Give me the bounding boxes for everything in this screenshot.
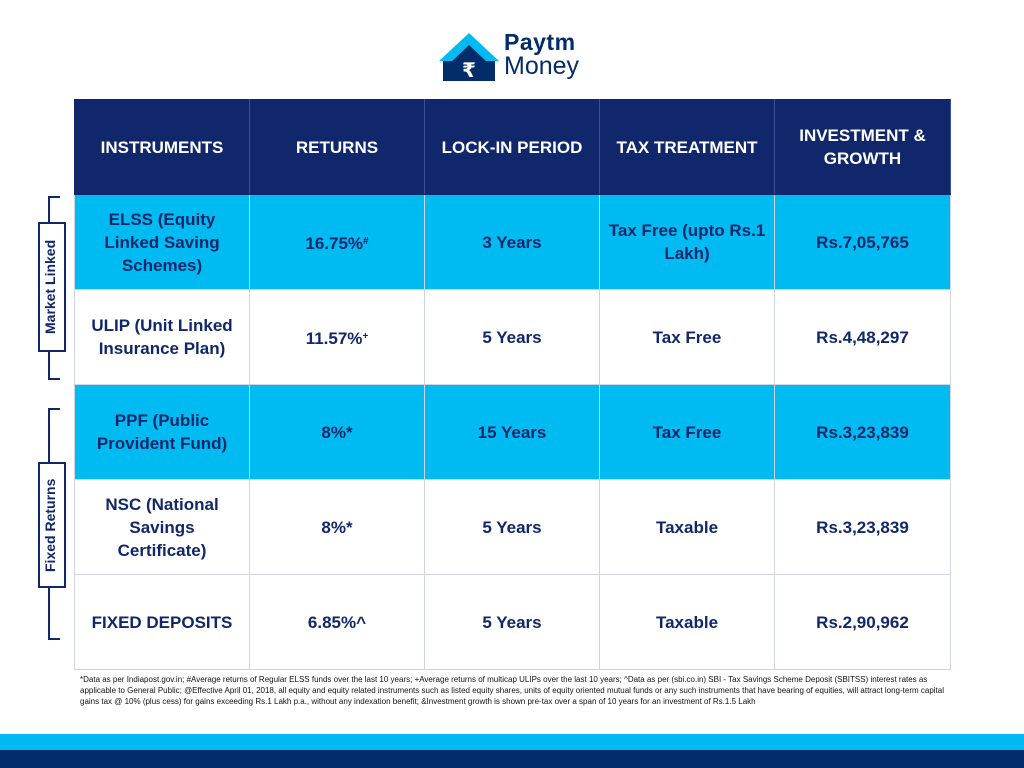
cell-instrument: FIXED DEPOSITS <box>75 575 250 670</box>
cell-lockin: 5 Years <box>425 575 600 670</box>
logo-paytm-text: Paytm <box>504 29 576 55</box>
cell-returns: 8%* <box>250 385 425 480</box>
cell-lockin: 5 Years <box>425 480 600 575</box>
table-row-fd <box>75 575 951 670</box>
cell-growth: Rs.3,23,839 <box>775 480 951 575</box>
cell-lockin: 3 Years <box>425 195 600 290</box>
header-instruments: INSTRUMENTS <box>75 100 250 195</box>
cell-growth: Rs.4,48,297 <box>775 290 951 385</box>
cell-growth: Rs.7,05,765 <box>775 195 951 290</box>
footer-stripe-light <box>0 734 1024 750</box>
market-linked-label: Market Linked <box>38 222 66 352</box>
fixed-returns-label: Fixed Returns <box>38 462 66 588</box>
cell-tax: Tax Free <box>600 290 775 385</box>
cell-tax: Taxable <box>600 480 775 575</box>
cell-returns: 8%* <box>250 480 425 575</box>
header-lockin: LOCK-IN PERIOD <box>425 100 600 195</box>
cell-tax: Tax Free <box>600 385 775 480</box>
cell-instrument: PPF (Public Provident Fund) <box>75 385 250 480</box>
table-row-nsc <box>75 480 951 575</box>
cell-lockin: 15 Years <box>425 385 600 480</box>
header-tax: TAX TREATMENT <box>600 100 775 195</box>
returns-value: 11.57% <box>305 328 363 348</box>
cell-instrument: ELSS (Equity Linked Saving Schemes) <box>75 195 250 290</box>
table-row-ppf <box>75 385 951 480</box>
logo-money-text: Money <box>504 52 580 80</box>
cell-instrument: ULIP (Unit Linked Insurance Plan) <box>75 290 250 385</box>
cell-returns <box>250 195 425 290</box>
returns-footnote-mark: # <box>363 235 369 247</box>
rupee-symbol: ₹ <box>462 58 476 82</box>
cell-returns <box>250 290 425 385</box>
table-row-elss <box>75 195 951 290</box>
footnote-text: *Data as per Indiapost.gov.in; #Average returns of Regular ELSS funds over the last 10 years; +Average returns of multicap ULIPs over the last 10 years; ^Data as per (sbi.co.in) SBI - Tax Savings Scheme Deposit (SBITSS) interest rates as applicable to General Public; @Effective April 01, 2018, all equity and equity related instruments such as listed equity shares, units of equity oriented mutual funds or any such instruments that have bearing of equities, will attract long-term capital gains tax @ 10% (plus cess) for gains exceeding Rs.1 Lakh p.a., without any indexation benefit; &Investment growth is shown pre-tax over a span of 10 years for an investment of Rs.1.5 Lakh <box>80 675 944 706</box>
cell-instrument: NSC (National Savings Certificate) <box>75 480 250 575</box>
table-header-row <box>75 100 951 195</box>
returns-footnote-mark: + <box>362 330 369 342</box>
cell-tax: Taxable <box>600 575 775 670</box>
table-row-ulip <box>75 290 951 385</box>
cell-growth: Rs.3,23,839 <box>775 385 951 480</box>
returns-value: 16.75% <box>305 233 364 253</box>
header-growth: INVESTMENT & GROWTH <box>775 100 951 195</box>
cell-returns: 6.85%^ <box>250 575 425 670</box>
instruments-table <box>74 99 951 670</box>
header-returns: RETURNS <box>250 100 425 195</box>
rupee-house-icon <box>438 31 500 85</box>
paytm-money-logo <box>438 28 598 90</box>
cell-tax: Tax Free (upto Rs.1 Lakh) <box>600 195 775 290</box>
footer-stripe-dark <box>0 750 1024 768</box>
cell-growth: Rs.2,90,962 <box>775 575 951 670</box>
cell-lockin: 5 Years <box>425 290 600 385</box>
